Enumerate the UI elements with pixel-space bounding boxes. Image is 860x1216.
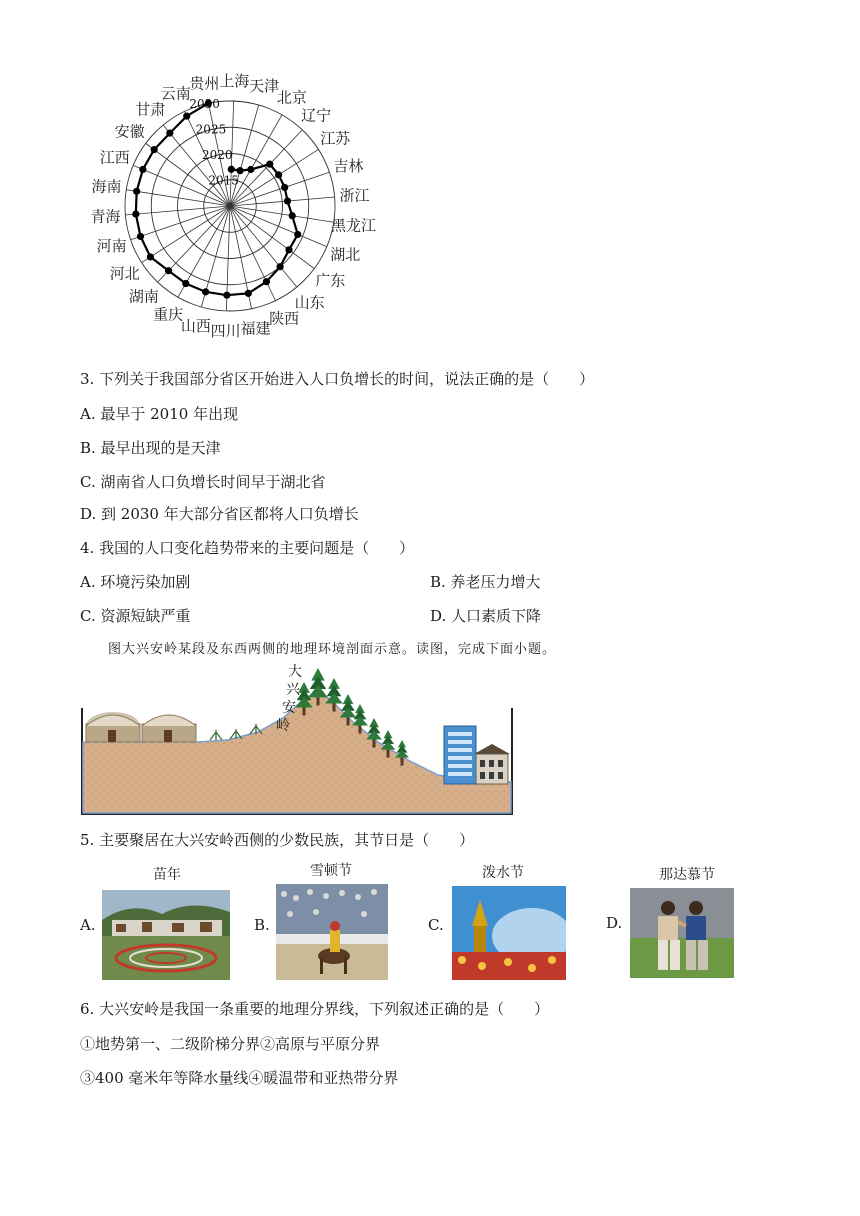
radar-province-label: 陕西 bbox=[269, 309, 300, 328]
option-c-photo-water-splashing-festival bbox=[452, 886, 566, 980]
radar-province-label: 湖南 bbox=[128, 287, 159, 306]
radar-province-label: 山西 bbox=[180, 317, 211, 336]
profile-label-char: 安 bbox=[282, 700, 296, 716]
radar-spoke bbox=[230, 206, 334, 222]
radar-province-label: 江苏 bbox=[320, 129, 351, 148]
option-b-photo-shoton-festival bbox=[276, 884, 388, 980]
question-6-statements-1: ①地势第一、二级阶梯分界②高原与平原分界 bbox=[80, 1035, 381, 1053]
question-4-option-a: A. 环境污染加剧 bbox=[80, 573, 191, 591]
option-c-letter: C. bbox=[428, 916, 444, 934]
radar-province-label: 海南 bbox=[91, 177, 122, 196]
option-c-caption: 泼水节 bbox=[482, 865, 524, 881]
question-3-option-a: A. 最早于 2010 年出现 bbox=[80, 405, 239, 423]
radar-point bbox=[133, 188, 140, 195]
radar-province-label: 天津 bbox=[249, 76, 280, 95]
radar-point bbox=[285, 246, 292, 253]
profile-label-char: 岭 bbox=[276, 718, 290, 734]
radar-province-label: 重庆 bbox=[153, 305, 184, 324]
radar-point bbox=[284, 197, 291, 204]
radar-province-label: 湖北 bbox=[330, 245, 361, 264]
radar-province-label: 福建 bbox=[240, 319, 271, 338]
radar-point bbox=[289, 212, 296, 219]
radar-spoke bbox=[126, 190, 230, 206]
city-buildings-icon bbox=[444, 726, 510, 784]
radar-point bbox=[263, 278, 270, 285]
radar-province-label: 贵州 bbox=[189, 74, 220, 93]
radar-province-label: 四川 bbox=[210, 321, 241, 340]
radar-point bbox=[137, 233, 144, 240]
option-d-letter: D. bbox=[606, 914, 623, 932]
radar-province-label: 河北 bbox=[109, 264, 140, 283]
radar-point bbox=[183, 113, 190, 120]
radar-spoke bbox=[131, 206, 230, 240]
radar-point bbox=[147, 253, 154, 260]
radar-point bbox=[151, 146, 158, 153]
radar-point bbox=[275, 171, 282, 178]
radar-point bbox=[223, 292, 230, 299]
option-a-caption: 苗年 bbox=[153, 867, 181, 883]
radar-spoke bbox=[230, 206, 314, 269]
question-4-option-b: B. 养老压力增大 bbox=[430, 573, 541, 591]
option-d-photo-naadam-festival bbox=[630, 888, 734, 978]
radar-province-label: 广东 bbox=[315, 271, 346, 290]
radar-point bbox=[281, 184, 288, 191]
radar-point bbox=[202, 288, 209, 295]
radar-ring-label: 2015 bbox=[208, 173, 239, 188]
radar-province-label: 云南 bbox=[160, 84, 191, 103]
radar-ring-labels bbox=[189, 97, 239, 187]
yurt-icon bbox=[142, 715, 196, 742]
radar-point bbox=[165, 267, 172, 274]
radar-province-label: 北京 bbox=[276, 88, 307, 107]
radar-province-label: 安徽 bbox=[114, 122, 145, 141]
radar-province-label: 江西 bbox=[99, 148, 130, 167]
radar-spoke bbox=[230, 206, 327, 247]
radar-province-label: 黑龙江 bbox=[330, 216, 376, 235]
question-6-stem: 6. 大兴安岭是我国一条重要的地理分界线，下列叙述正确的是（ ） bbox=[80, 1000, 550, 1018]
option-a-letter: A. bbox=[80, 916, 96, 934]
radar-point bbox=[294, 231, 301, 238]
option-b-letter: B. bbox=[254, 916, 270, 934]
radar-province-label: 吉林 bbox=[333, 156, 364, 175]
radar-ring-label: 2020 bbox=[202, 148, 233, 163]
radar-point bbox=[139, 166, 146, 173]
question-4-option-d: D. 人口素质下降 bbox=[430, 607, 542, 625]
radar-point bbox=[247, 166, 254, 173]
radar-ring-label: 2030 bbox=[189, 97, 220, 112]
radar-province-label: 河南 bbox=[96, 237, 127, 256]
radar-point bbox=[245, 290, 252, 297]
profile-intro-text: 图大兴安岭某段及东西两侧的地理环境剖面示意。读图，完成下面小题。 bbox=[108, 642, 557, 657]
radar-point bbox=[132, 211, 139, 218]
question-4-option-c: C. 资源短缺严重 bbox=[80, 607, 191, 625]
question-3-option-c: C. 湖南省人口负增长时间早于湖北省 bbox=[80, 473, 326, 491]
question-5-stem: 5. 主要聚居在大兴安岭西侧的少数民族，其节日是（ ） bbox=[80, 831, 475, 849]
radar-spokes bbox=[125, 101, 334, 311]
question-4-stem: 4. 我国的人口变化趋势带来的主要问题是（ ） bbox=[80, 539, 415, 557]
option-b-caption: 雪顿节 bbox=[310, 863, 352, 879]
radar-point bbox=[182, 280, 189, 287]
profile-label-daxinganling bbox=[276, 663, 302, 735]
question-3-option-d: D. 到 2030 年大部分省区都将人口负增长 bbox=[80, 505, 359, 523]
option-a-photo-miao-new-year bbox=[102, 890, 230, 980]
question-3-stem: 3. 下列关于我国部分省区开始进入人口负增长的时间，说法正确的是（ ） bbox=[80, 370, 595, 388]
radar-ring-label: 2025 bbox=[195, 122, 227, 137]
yurt-icon bbox=[86, 712, 140, 742]
radar-province-label: 辽宁 bbox=[301, 106, 332, 125]
radar-spoke bbox=[230, 115, 282, 206]
question-3-option-b: B. 最早出现的是天津 bbox=[80, 439, 221, 457]
radar-point bbox=[277, 263, 284, 270]
radar-point bbox=[228, 166, 235, 173]
radar-point bbox=[166, 130, 173, 137]
radar-province-label: 浙江 bbox=[339, 186, 370, 205]
radar-province-label: 山东 bbox=[294, 293, 325, 312]
radar-province-label: 上海 bbox=[219, 72, 250, 91]
profile-label-char: 兴 bbox=[286, 682, 300, 698]
profile-label-char: 大 bbox=[288, 664, 302, 680]
radar-province-label: 甘肃 bbox=[135, 100, 166, 119]
option-d-caption: 那达慕节 bbox=[659, 867, 715, 883]
radar-province-label: 青海 bbox=[90, 207, 121, 226]
population-radar-chart bbox=[70, 70, 410, 350]
radar-point bbox=[266, 161, 273, 168]
question-6-statements-2: ③400 毫米年等降水量线④暖温带和亚热带分界 bbox=[80, 1069, 399, 1087]
